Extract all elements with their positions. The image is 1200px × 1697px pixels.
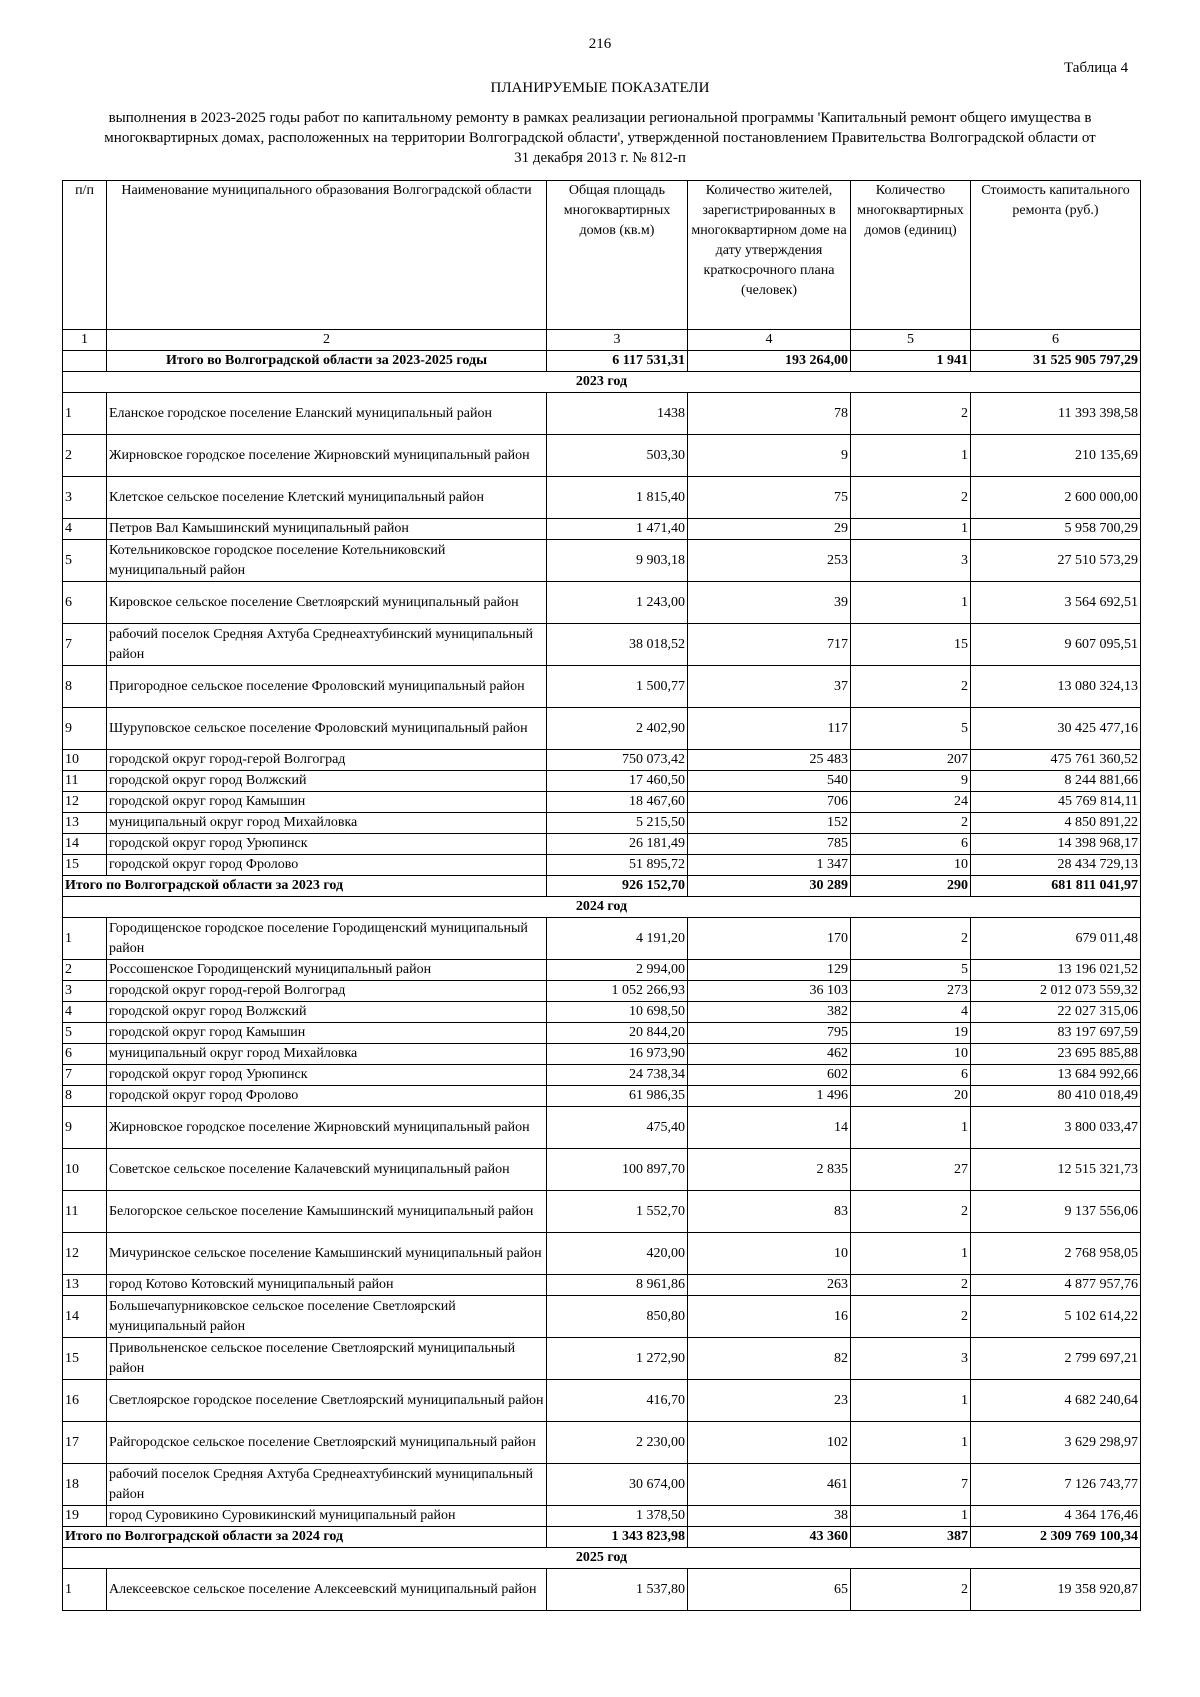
year-total-houses: 387 xyxy=(851,1527,971,1548)
houses-value: 20 xyxy=(851,1086,971,1107)
row-number: 5 xyxy=(63,540,107,582)
table-row xyxy=(63,1338,1141,1380)
residents-value: 170 xyxy=(688,918,851,960)
residents-value: 2 835 xyxy=(688,1149,851,1191)
residents-value: 14 xyxy=(688,1107,851,1149)
municipality-name: Привольненское сельское поселение Светлоярский муниципальный район xyxy=(107,1338,547,1380)
column-number: 1 xyxy=(63,330,107,351)
residents-value: 36 103 xyxy=(688,981,851,1002)
cost-value: 13 196 021,52 xyxy=(971,960,1141,981)
houses-value: 207 xyxy=(851,750,971,771)
residents-value: 263 xyxy=(688,1275,851,1296)
residents-value: 129 xyxy=(688,960,851,981)
municipality-name: Белогорское сельское поселение Камышинский муниципальный район xyxy=(107,1191,547,1233)
row-number: 10 xyxy=(63,1149,107,1191)
houses-value: 1 xyxy=(851,582,971,624)
table-row xyxy=(63,855,1141,876)
residents-value: 82 xyxy=(688,1338,851,1380)
residents-value: 795 xyxy=(688,1023,851,1044)
grand-total-area: 6 117 531,31 xyxy=(547,351,688,372)
column-number: 3 xyxy=(547,330,688,351)
year-total-houses: 290 xyxy=(851,876,971,897)
municipality-name: городской округ город-герой Волгоград xyxy=(107,750,547,771)
municipality-name: городской округ город Урюпинск xyxy=(107,834,547,855)
table-row xyxy=(63,771,1141,792)
table-row xyxy=(63,582,1141,624)
grand-total-label: Итого во Волгоградской области за 2023-2025 годы xyxy=(107,351,547,372)
year-header-row xyxy=(63,372,1141,393)
residents-value: 1 347 xyxy=(688,855,851,876)
residents-value: 10 xyxy=(688,1233,851,1275)
column-number-row xyxy=(63,330,1141,351)
column-number: 4 xyxy=(688,330,851,351)
area-value: 30 674,00 xyxy=(547,1464,688,1506)
header-cell: Количество многоквартирных домов (единиц) xyxy=(851,181,971,330)
area-value: 10 698,50 xyxy=(547,1002,688,1023)
row-number: 9 xyxy=(63,1107,107,1149)
area-value: 416,70 xyxy=(547,1380,688,1422)
cost-value: 4 364 176,46 xyxy=(971,1506,1141,1527)
residents-value: 602 xyxy=(688,1065,851,1086)
houses-value: 4 xyxy=(851,1002,971,1023)
residents-value: 29 xyxy=(688,519,851,540)
row-number: 14 xyxy=(63,1296,107,1338)
municipality-name: рабочий поселок Средняя Ахтуба Среднеахтубинский муниципальный район xyxy=(107,1464,547,1506)
municipality-name: Алексеевское сельское поселение Алексеевский муниципальный район xyxy=(107,1569,547,1611)
houses-value: 7 xyxy=(851,1464,971,1506)
row-number: 1 xyxy=(63,1569,107,1611)
houses-value: 2 xyxy=(851,813,971,834)
municipality-name: городской округ город Волжский xyxy=(107,771,547,792)
municipality-name: городской округ город-герой Волгоград xyxy=(107,981,547,1002)
cost-value: 210 135,69 xyxy=(971,435,1141,477)
municipality-name: Светлоярское городское поселение Светлоярский муниципальный район xyxy=(107,1380,547,1422)
row-number: 19 xyxy=(63,1506,107,1527)
year-total-cost: 2 309 769 100,34 xyxy=(971,1527,1141,1548)
municipality-name: Кировское сельское поселение Светлоярский муниципальный район xyxy=(107,582,547,624)
table-row xyxy=(63,1044,1141,1065)
municipality-name: Клетское сельское поселение Клетский муниципальный район xyxy=(107,477,547,519)
grand-total-cost: 31 525 905 797,29 xyxy=(971,351,1141,372)
cost-value: 13 080 324,13 xyxy=(971,666,1141,708)
residents-value: 706 xyxy=(688,792,851,813)
row-number: 12 xyxy=(63,1233,107,1275)
municipality-name: муниципальный округ город Михайловка xyxy=(107,813,547,834)
houses-value: 2 xyxy=(851,666,971,708)
houses-value: 3 xyxy=(851,1338,971,1380)
cost-value: 45 769 814,11 xyxy=(971,792,1141,813)
area-value: 1 378,50 xyxy=(547,1506,688,1527)
grand-total-row xyxy=(63,351,1141,372)
table-row xyxy=(63,1002,1141,1023)
table-row xyxy=(63,708,1141,750)
cost-value: 4 877 957,76 xyxy=(971,1275,1141,1296)
municipality-name: город Суровикино Суровикинский муниципальный район xyxy=(107,1506,547,1527)
table-row xyxy=(63,519,1141,540)
year-total-cost: 681 811 041,97 xyxy=(971,876,1141,897)
grand-total-residents: 193 264,00 xyxy=(688,351,851,372)
municipality-name: городской округ город Камышин xyxy=(107,792,547,813)
area-value: 18 467,60 xyxy=(547,792,688,813)
area-value: 100 897,70 xyxy=(547,1149,688,1191)
table-row xyxy=(63,1107,1141,1149)
area-value: 20 844,20 xyxy=(547,1023,688,1044)
area-value: 750 073,42 xyxy=(547,750,688,771)
residents-value: 253 xyxy=(688,540,851,582)
header-cell: п/п xyxy=(63,181,107,330)
page-number: 216 xyxy=(588,36,612,52)
residents-value: 152 xyxy=(688,813,851,834)
table-row xyxy=(63,960,1141,981)
cost-value: 4 850 891,22 xyxy=(971,813,1141,834)
residents-value: 25 483 xyxy=(688,750,851,771)
area-value: 5 215,50 xyxy=(547,813,688,834)
cost-value: 23 695 885,88 xyxy=(971,1044,1141,1065)
municipality-name: муниципальный округ город Михайловка xyxy=(107,1044,547,1065)
area-value: 16 973,90 xyxy=(547,1044,688,1065)
table-row xyxy=(63,1422,1141,1464)
row-number: 9 xyxy=(63,708,107,750)
row-number: 3 xyxy=(63,477,107,519)
cost-value: 13 684 992,66 xyxy=(971,1065,1141,1086)
year-header-row xyxy=(63,897,1141,918)
table-row xyxy=(63,1296,1141,1338)
houses-value: 3 xyxy=(851,540,971,582)
table-row xyxy=(63,1233,1141,1275)
houses-value: 6 xyxy=(851,1065,971,1086)
table-row xyxy=(63,1149,1141,1191)
residents-value: 23 xyxy=(688,1380,851,1422)
municipality-name: город Котово Котовский муниципальный район xyxy=(107,1275,547,1296)
row-number: 18 xyxy=(63,1464,107,1506)
houses-value: 1 xyxy=(851,435,971,477)
municipality-name: городской округ город Урюпинск xyxy=(107,1065,547,1086)
row-number: 6 xyxy=(63,582,107,624)
houses-value: 15 xyxy=(851,624,971,666)
year-total-area: 1 343 823,98 xyxy=(547,1527,688,1548)
houses-value: 2 xyxy=(851,1275,971,1296)
area-value: 1 243,00 xyxy=(547,582,688,624)
area-value: 1 471,40 xyxy=(547,519,688,540)
row-number: 1 xyxy=(63,393,107,435)
houses-value: 2 xyxy=(851,1569,971,1611)
table-row xyxy=(63,1506,1141,1527)
row-number: 5 xyxy=(63,1023,107,1044)
houses-value: 19 xyxy=(851,1023,971,1044)
municipality-name: Городищенское городское поселение Городищенский муниципальный район xyxy=(107,918,547,960)
houses-value: 2 xyxy=(851,477,971,519)
table-row xyxy=(63,981,1141,1002)
houses-value: 1 xyxy=(851,1107,971,1149)
municipality-name: городской округ город Фролово xyxy=(107,1086,547,1107)
row-number: 16 xyxy=(63,1380,107,1422)
residents-value: 102 xyxy=(688,1422,851,1464)
houses-value: 1 xyxy=(851,1233,971,1275)
table-row xyxy=(63,1065,1141,1086)
municipality-name: Советское сельское поселение Калачевский муниципальный район xyxy=(107,1149,547,1191)
row-number: 2 xyxy=(63,435,107,477)
area-value: 17 460,50 xyxy=(547,771,688,792)
cost-value: 679 011,48 xyxy=(971,918,1141,960)
residents-value: 38 xyxy=(688,1506,851,1527)
area-value: 1 552,70 xyxy=(547,1191,688,1233)
area-value: 475,40 xyxy=(547,1107,688,1149)
houses-value: 10 xyxy=(851,855,971,876)
municipality-name: Жирновское городское поселение Жирновский муниципальный район xyxy=(107,1107,547,1149)
houses-value: 2 xyxy=(851,1296,971,1338)
year-total-row xyxy=(63,876,1141,897)
row-number: 4 xyxy=(63,519,107,540)
houses-value: 5 xyxy=(851,708,971,750)
area-value: 2 230,00 xyxy=(547,1422,688,1464)
row-number: 15 xyxy=(63,855,107,876)
area-value: 26 181,49 xyxy=(547,834,688,855)
cost-value: 2 012 073 559,32 xyxy=(971,981,1141,1002)
houses-value: 9 xyxy=(851,771,971,792)
table-row xyxy=(63,1275,1141,1296)
cost-value: 8 244 881,66 xyxy=(971,771,1141,792)
area-value: 51 895,72 xyxy=(547,855,688,876)
row-number: 2 xyxy=(63,960,107,981)
houses-value: 2 xyxy=(851,918,971,960)
houses-value: 1 xyxy=(851,519,971,540)
cost-value: 83 197 697,59 xyxy=(971,1023,1141,1044)
municipality-name: городской округ город Фролово xyxy=(107,855,547,876)
area-value: 503,30 xyxy=(547,435,688,477)
cost-value: 4 682 240,64 xyxy=(971,1380,1141,1422)
row-number: 8 xyxy=(63,666,107,708)
municipality-name: Пригородное сельское поселение Фроловский муниципальный район xyxy=(107,666,547,708)
row-number: 10 xyxy=(63,750,107,771)
houses-value: 2 xyxy=(851,393,971,435)
residents-value: 78 xyxy=(688,393,851,435)
table-row xyxy=(63,435,1141,477)
row-number: 11 xyxy=(63,771,107,792)
residents-value: 117 xyxy=(688,708,851,750)
residents-value: 540 xyxy=(688,771,851,792)
row-number: 7 xyxy=(63,1065,107,1086)
row-number: 13 xyxy=(63,813,107,834)
document-subtitle: выполнения в 2023-2025 годы работ по капитальному ремонту в рамках реализации региональной программы 'Капитальный ремонт общего имущества в многоквартирных домах, расположенных на территории Волгоградской области', утвержденной постановлением Правительства Волгоградской области от 31 декабря 2013 г. № 812-п xyxy=(104,110,1096,166)
row-number: 15 xyxy=(63,1338,107,1380)
row-number: 14 xyxy=(63,834,107,855)
year-total-label: Итого по Волгоградской области за 2024 год xyxy=(63,1527,547,1548)
cost-value: 3 800 033,47 xyxy=(971,1107,1141,1149)
year-total-label: Итого по Волгоградской области за 2023 год xyxy=(63,876,547,897)
table-row xyxy=(63,477,1141,519)
row-number: 1 xyxy=(63,918,107,960)
area-value: 1438 xyxy=(547,393,688,435)
table-row xyxy=(63,666,1141,708)
municipality-name: городской округ город Волжский xyxy=(107,1002,547,1023)
cost-value: 5 958 700,29 xyxy=(971,519,1141,540)
area-value: 1 052 266,93 xyxy=(547,981,688,1002)
table-row xyxy=(63,1023,1141,1044)
houses-value: 5 xyxy=(851,960,971,981)
table-row xyxy=(63,624,1141,666)
residents-value: 16 xyxy=(688,1296,851,1338)
area-value: 1 500,77 xyxy=(547,666,688,708)
grand-total-houses: 1 941 xyxy=(851,351,971,372)
cost-value: 27 510 573,29 xyxy=(971,540,1141,582)
houses-value: 2 xyxy=(851,1191,971,1233)
houses-value: 1 xyxy=(851,1422,971,1464)
area-value: 850,80 xyxy=(547,1296,688,1338)
residents-value: 717 xyxy=(688,624,851,666)
residents-value: 65 xyxy=(688,1569,851,1611)
cost-value: 2 600 000,00 xyxy=(971,477,1141,519)
residents-value: 461 xyxy=(688,1464,851,1506)
table-row xyxy=(63,918,1141,960)
cost-value: 9 607 095,51 xyxy=(971,624,1141,666)
area-value: 1 272,90 xyxy=(547,1338,688,1380)
area-value: 2 994,00 xyxy=(547,960,688,981)
residents-value: 39 xyxy=(688,582,851,624)
houses-value: 10 xyxy=(851,1044,971,1065)
municipality-name: Райгородское сельское поселение Светлоярский муниципальный район xyxy=(107,1422,547,1464)
residents-value: 1 496 xyxy=(688,1086,851,1107)
cost-value: 3 629 298,97 xyxy=(971,1422,1141,1464)
year-total-area: 926 152,70 xyxy=(547,876,688,897)
cost-value: 80 410 018,49 xyxy=(971,1086,1141,1107)
houses-value: 1 xyxy=(851,1506,971,1527)
houses-value: 273 xyxy=(851,981,971,1002)
table-row xyxy=(63,834,1141,855)
municipality-name: Мичуринское сельское поселение Камышинский муниципальный район xyxy=(107,1233,547,1275)
cost-value: 14 398 968,17 xyxy=(971,834,1141,855)
municipality-name: Жирновское городское поселение Жирновский муниципальный район xyxy=(107,435,547,477)
area-value: 2 402,90 xyxy=(547,708,688,750)
row-number: 6 xyxy=(63,1044,107,1065)
cost-value: 5 102 614,22 xyxy=(971,1296,1141,1338)
area-value: 38 018,52 xyxy=(547,624,688,666)
table-row xyxy=(63,393,1141,435)
row-number: 13 xyxy=(63,1275,107,1296)
year-total-residents: 43 360 xyxy=(688,1527,851,1548)
residents-value: 75 xyxy=(688,477,851,519)
column-number: 5 xyxy=(851,330,971,351)
document-title: ПЛАНИРУЕМЫЕ ПОКАЗАТЕЛИ xyxy=(490,80,710,96)
header-cell: Общая площадь многоквартирных домов (кв.м) xyxy=(547,181,688,330)
cost-value: 22 027 315,06 xyxy=(971,1002,1141,1023)
table-label: Таблица 4 xyxy=(1064,60,1129,76)
table-row xyxy=(63,1380,1141,1422)
municipality-name: рабочий поселок Средняя Ахтуба Среднеахтубинский муниципальный район xyxy=(107,624,547,666)
cost-value: 30 425 477,16 xyxy=(971,708,1141,750)
table-row xyxy=(63,792,1141,813)
houses-value: 1 xyxy=(851,1380,971,1422)
cost-value: 2 799 697,21 xyxy=(971,1338,1141,1380)
table-row xyxy=(63,1569,1141,1611)
table-header-row xyxy=(63,181,1141,330)
year-total-residents: 30 289 xyxy=(688,876,851,897)
row-number: 3 xyxy=(63,981,107,1002)
municipality-name: Петров Вал Камышинский муниципальный район xyxy=(107,519,547,540)
cost-value: 19 358 920,87 xyxy=(971,1569,1141,1611)
area-value: 4 191,20 xyxy=(547,918,688,960)
area-value: 24 738,34 xyxy=(547,1065,688,1086)
column-number: 2 xyxy=(107,330,547,351)
municipality-name: Шуруповское сельское поселение Фроловский муниципальный район xyxy=(107,708,547,750)
year-label: 2023 год xyxy=(63,372,1141,393)
table-row xyxy=(63,540,1141,582)
table-row xyxy=(63,1086,1141,1107)
row-number: 7 xyxy=(63,624,107,666)
municipality-name: Еланское городское поселение Еланский муниципальный район xyxy=(107,393,547,435)
area-value: 1 815,40 xyxy=(547,477,688,519)
row-number: 12 xyxy=(63,792,107,813)
cost-value: 28 434 729,13 xyxy=(971,855,1141,876)
area-value: 1 537,80 xyxy=(547,1569,688,1611)
indicators-table xyxy=(62,180,1141,1611)
residents-value: 9 xyxy=(688,435,851,477)
residents-value: 462 xyxy=(688,1044,851,1065)
header-cell: Стоимость капитального ремонта (руб.) xyxy=(971,181,1141,330)
cost-value: 7 126 743,77 xyxy=(971,1464,1141,1506)
houses-value: 27 xyxy=(851,1149,971,1191)
residents-value: 83 xyxy=(688,1191,851,1233)
municipality-name: Россошенское Городищенский муниципальный район xyxy=(107,960,547,981)
row-number: 8 xyxy=(63,1086,107,1107)
area-value: 420,00 xyxy=(547,1233,688,1275)
cost-value: 475 761 360,52 xyxy=(971,750,1141,771)
houses-value: 6 xyxy=(851,834,971,855)
header-cell: Количество жителей, зарегистрированных в многоквартирном доме на дату утверждения краткосрочного плана (человек) xyxy=(688,181,851,330)
municipality-name: Большечапурниковское сельское поселение Светлоярский муниципальный район xyxy=(107,1296,547,1338)
table-row xyxy=(63,813,1141,834)
municipality-name: городской округ город Камышин xyxy=(107,1023,547,1044)
table-row xyxy=(63,1464,1141,1506)
row-number: 4 xyxy=(63,1002,107,1023)
cost-value: 12 515 321,73 xyxy=(971,1149,1141,1191)
residents-value: 37 xyxy=(688,666,851,708)
municipality-name: Котельниковское городское поселение Котельниковский муниципальный район xyxy=(107,540,547,582)
header-cell: Наименование муниципального образования Волгоградской области xyxy=(107,181,547,330)
cost-value: 3 564 692,51 xyxy=(971,582,1141,624)
cost-value: 9 137 556,06 xyxy=(971,1191,1141,1233)
year-header-row xyxy=(63,1548,1141,1569)
table-row xyxy=(63,750,1141,771)
year-label: 2024 год xyxy=(63,897,1141,918)
area-value: 8 961,86 xyxy=(547,1275,688,1296)
cost-value: 11 393 398,58 xyxy=(971,393,1141,435)
cost-value: 2 768 958,05 xyxy=(971,1233,1141,1275)
houses-value: 24 xyxy=(851,792,971,813)
year-total-row xyxy=(63,1527,1141,1548)
area-value: 9 903,18 xyxy=(547,540,688,582)
column-number: 6 xyxy=(971,330,1141,351)
table-row xyxy=(63,1191,1141,1233)
residents-value: 785 xyxy=(688,834,851,855)
year-label: 2025 год xyxy=(63,1548,1141,1569)
residents-value: 382 xyxy=(688,1002,851,1023)
row-number: 17 xyxy=(63,1422,107,1464)
area-value: 61 986,35 xyxy=(547,1086,688,1107)
row-number: 11 xyxy=(63,1191,107,1233)
